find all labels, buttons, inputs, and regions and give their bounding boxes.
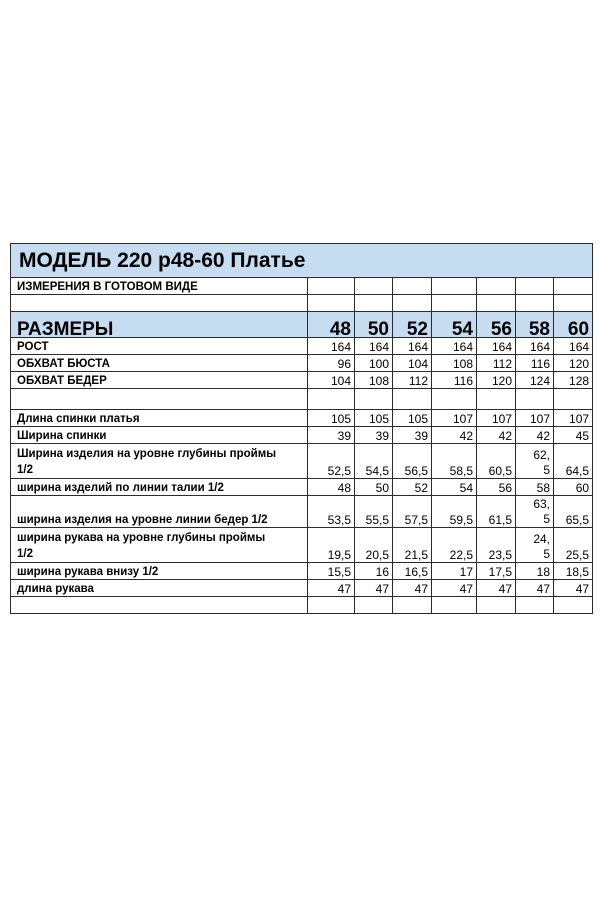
size-header: 50 (355, 312, 393, 338)
table-row (11, 444, 593, 479)
cell-value: 61,5 (477, 496, 516, 528)
size-header: 48 (308, 312, 355, 338)
row-label (11, 444, 308, 479)
cell-value: 107 (477, 410, 516, 427)
cell-value: 164 (432, 338, 477, 355)
cell-value: 59,5 (432, 496, 477, 528)
cell-value: 42 (432, 427, 477, 444)
row-label-line: 1/2 (17, 548, 33, 560)
subtitle-row (11, 278, 593, 295)
cell-value: 57,5 (393, 496, 432, 528)
table-row (11, 372, 593, 389)
size-header: 56 (477, 312, 516, 338)
cell-value: 54,5 (355, 444, 393, 479)
cell-value: 120 (477, 372, 516, 389)
cell-value: 164 (477, 338, 516, 355)
cell-value: 21,5 (393, 528, 432, 563)
cell-value: 55,5 (355, 496, 393, 528)
cell-value: 47 (516, 580, 554, 597)
row-label-line: ширина рукава на уровне глубины проймы (17, 532, 266, 544)
cell-value: 52 (393, 479, 432, 496)
row-label-line: 1/2 (17, 464, 33, 476)
cell-value: 18 (516, 563, 554, 580)
cell-value: 58 (516, 479, 554, 496)
cell-value: 164 (393, 338, 432, 355)
cell-value: 18,5 (554, 563, 593, 580)
row-label: ОБХВАТ БЕДЕР (11, 372, 308, 389)
cell-value: 54 (432, 479, 477, 496)
cell-value: 128 (554, 372, 593, 389)
row-label: РОСТ (11, 338, 308, 355)
size-header: 58 (516, 312, 554, 338)
cell-value (516, 528, 554, 563)
sizes-header-row (11, 312, 593, 338)
cell-value-part: 63, (533, 497, 550, 511)
cell-value: 47 (477, 580, 516, 597)
cell-value: 47 (554, 580, 593, 597)
row-label: ширина изделия на уровне линии бедер 1/2 (11, 496, 308, 528)
cell-value: 47 (308, 580, 355, 597)
cell-value-part: 5 (543, 547, 550, 561)
cell-value: 107 (554, 410, 593, 427)
cell-value: 116 (432, 372, 477, 389)
table-row (11, 355, 593, 372)
cell-value: 47 (393, 580, 432, 597)
cell-value: 65,5 (554, 496, 593, 528)
table-row (11, 479, 593, 496)
cell-value: 164 (355, 338, 393, 355)
cell-value: 48 (308, 479, 355, 496)
cell-value: 105 (393, 410, 432, 427)
cell-value: 107 (432, 410, 477, 427)
cell-value: 164 (554, 338, 593, 355)
cell-value: 100 (355, 355, 393, 372)
cell-value: 52,5 (308, 444, 355, 479)
table-row (11, 580, 593, 597)
cell-value: 64,5 (554, 444, 593, 479)
cell-value: 164 (516, 338, 554, 355)
cell-value: 42 (516, 427, 554, 444)
table-row (11, 410, 593, 427)
row-label: ширина рукава внизу 1/2 (11, 563, 308, 580)
cell-value: 60 (554, 479, 593, 496)
cell-value: 16,5 (393, 563, 432, 580)
cell-value: 17,5 (477, 563, 516, 580)
cell-value: 20,5 (355, 528, 393, 563)
row-label-line: Ширина изделия на уровне глубины проймы (17, 448, 277, 460)
size-header: 54 (432, 312, 477, 338)
measurements-subtitle: ИЗМЕРЕНИЯ В ГОТОВОМ ВИДЕ (11, 278, 308, 295)
cell-value: 22,5 (432, 528, 477, 563)
size-chart-table (10, 243, 593, 614)
cell-value: 42 (477, 427, 516, 444)
cell-value: 47 (432, 580, 477, 597)
cell-value: 23,5 (477, 528, 516, 563)
cell-value: 39 (308, 427, 355, 444)
row-label: ширина изделий по линии талии 1/2 (11, 479, 308, 496)
cell-value: 112 (393, 372, 432, 389)
size-header: 52 (393, 312, 432, 338)
table-row (11, 338, 593, 355)
table-row (11, 563, 593, 580)
table-row (11, 528, 593, 563)
cell-value: 45 (554, 427, 593, 444)
cell-value: 164 (308, 338, 355, 355)
row-label: длина рукава (11, 580, 308, 597)
cell-value: 16 (355, 563, 393, 580)
cell-value-part: 24, (533, 532, 550, 546)
cell-value: 60,5 (477, 444, 516, 479)
cell-value: 58,5 (432, 444, 477, 479)
cell-value: 107 (516, 410, 554, 427)
cell-value: 105 (308, 410, 355, 427)
blank-row (11, 389, 593, 410)
blank-row (11, 597, 593, 614)
table-row (11, 496, 593, 528)
size-header: 60 (554, 312, 593, 338)
cell-value: 50 (355, 479, 393, 496)
cell-value: 15,5 (308, 563, 355, 580)
cell-value (516, 496, 554, 528)
cell-value: 96 (308, 355, 355, 372)
cell-value: 19,5 (308, 528, 355, 563)
cell-value: 108 (432, 355, 477, 372)
row-label (11, 528, 308, 563)
cell-value: 39 (355, 427, 393, 444)
title-row (11, 244, 593, 278)
cell-value-part: 62, (533, 448, 550, 462)
cell-value: 56 (477, 479, 516, 496)
table-row (11, 427, 593, 444)
row-label: Длина спинки платья (11, 410, 308, 427)
cell-value: 112 (477, 355, 516, 372)
cell-value: 25,5 (554, 528, 593, 563)
sizes-label: РАЗМЕРЫ (11, 312, 308, 338)
row-label: Ширина спинки (11, 427, 308, 444)
cell-value-part: 5 (543, 463, 550, 477)
cell-value (516, 444, 554, 479)
cell-value: 116 (516, 355, 554, 372)
cell-value: 56,5 (393, 444, 432, 479)
cell-value: 53,5 (308, 496, 355, 528)
cell-value: 104 (393, 355, 432, 372)
cell-value: 39 (393, 427, 432, 444)
cell-value-part: 5 (543, 512, 550, 526)
cell-value: 104 (308, 372, 355, 389)
cell-value: 108 (355, 372, 393, 389)
row-label: ОБХВАТ БЮСТА (11, 355, 308, 372)
blank-row (11, 295, 593, 312)
cell-value: 124 (516, 372, 554, 389)
cell-value: 105 (355, 410, 393, 427)
model-title: МОДЕЛЬ 220 р48-60 Платье (11, 244, 593, 278)
cell-value: 47 (355, 580, 393, 597)
cell-value: 17 (432, 563, 477, 580)
cell-value: 120 (554, 355, 593, 372)
